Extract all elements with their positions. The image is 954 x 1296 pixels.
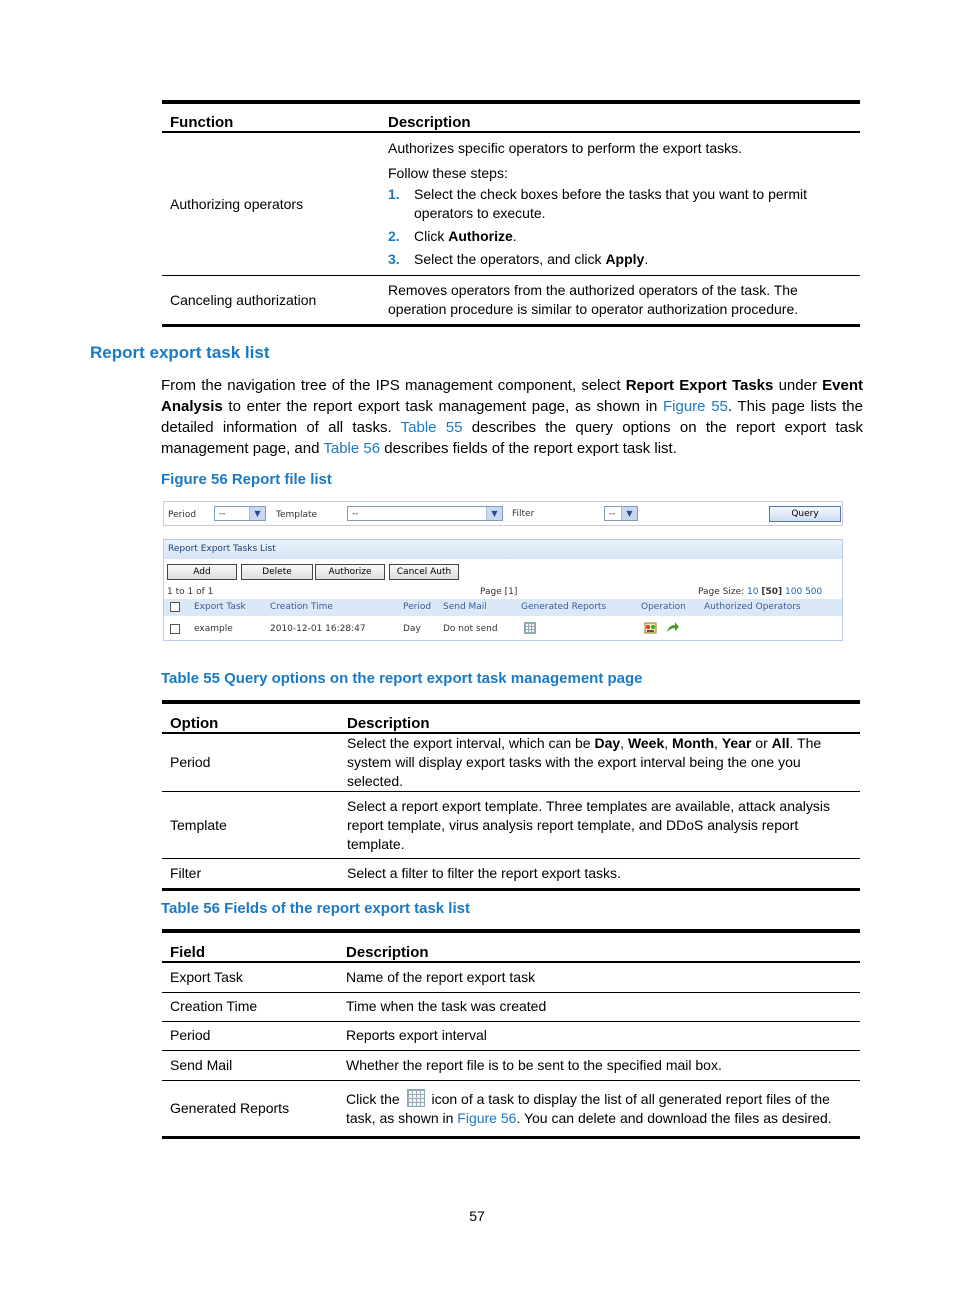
function-cell: Canceling authorization bbox=[162, 276, 380, 326]
description-cell: Click the icon of a task to display the list of all generated report files of the task, as shown in Figure 56. You can delete and download the files as desired. bbox=[338, 1080, 860, 1137]
query-options-table bbox=[162, 700, 860, 891]
option-cell: Filter bbox=[162, 859, 339, 890]
filter-select[interactable]: -- ▼ bbox=[604, 506, 638, 521]
filter-label: Filter bbox=[512, 509, 535, 519]
panel-title: Report Export Tasks List bbox=[164, 540, 842, 559]
template-label: Template bbox=[276, 510, 318, 520]
period-label: Period bbox=[168, 510, 197, 520]
table-56-link[interactable]: Table 56 bbox=[323, 440, 381, 457]
chevron-down-icon: ▼ bbox=[486, 507, 502, 520]
field-cell: Creation Time bbox=[162, 992, 338, 1021]
step-item: 2. Click Authorize. bbox=[388, 228, 517, 244]
desc-intro: Authorizes specific operators to perform the export tasks. bbox=[388, 140, 743, 156]
description-cell: Reports export interval bbox=[338, 1021, 860, 1050]
figure-caption: Figure 56 Report file list bbox=[161, 471, 332, 488]
column-header-description: Description bbox=[338, 931, 860, 962]
description-cell: Select a filter to filter the report export tasks. bbox=[339, 859, 860, 890]
pager-bar bbox=[164, 587, 842, 599]
section-heading: Report export task list bbox=[90, 343, 270, 362]
option-cell: Template bbox=[162, 792, 339, 859]
description-cell: Select the export interval, which can be Day, Week, Month, Year or All. The system will display export tasks with the export interval being the one you selected. bbox=[339, 733, 860, 792]
table-55-link[interactable]: Table 55 bbox=[400, 419, 463, 436]
query-button[interactable]: Query bbox=[769, 506, 841, 522]
page-size-500[interactable]: 500 bbox=[805, 587, 823, 597]
grid-report-icon bbox=[407, 1089, 425, 1107]
col-period[interactable]: Period bbox=[403, 602, 432, 612]
row-checkbox[interactable] bbox=[170, 624, 180, 634]
description-cell: Time when the task was created bbox=[338, 992, 860, 1021]
template-select[interactable]: -- ▼ bbox=[347, 506, 503, 521]
page-size-100[interactable]: 100 bbox=[785, 587, 803, 597]
description-cell: Name of the report export task bbox=[338, 962, 860, 992]
function-cell: Authorizing operators bbox=[162, 132, 380, 276]
step-item: 1. Select the check boxes before the tasks that you want to permit operators to execute. bbox=[388, 186, 807, 221]
record-range: 1 to 1 of 1 bbox=[167, 587, 214, 597]
description-cell bbox=[380, 132, 860, 276]
query-bar bbox=[163, 501, 843, 526]
chevron-down-icon: ▼ bbox=[249, 507, 265, 520]
page-size: Page Size: 10 [50] 100 500 bbox=[698, 587, 823, 597]
steps-list bbox=[388, 185, 852, 269]
field-cell: Period bbox=[162, 1021, 338, 1050]
add-button[interactable]: Add bbox=[167, 564, 237, 580]
export-arrow-icon[interactable] bbox=[666, 622, 680, 634]
delete-button[interactable]: Delete bbox=[241, 564, 313, 580]
col-send-mail[interactable]: Send Mail bbox=[443, 602, 487, 612]
col-authorized-operators[interactable]: Authorized Operators bbox=[704, 602, 801, 612]
col-creation-time[interactable]: Creation Time bbox=[270, 602, 333, 612]
column-header-function: Function bbox=[162, 102, 380, 132]
column-header-description: Description bbox=[380, 102, 860, 132]
col-export-task[interactable]: Export Task bbox=[194, 602, 246, 612]
field-cell: Generated Reports bbox=[162, 1080, 338, 1137]
cell-period: Day bbox=[403, 624, 421, 634]
table56-caption: Table 56 Fields of the report export task list bbox=[161, 900, 470, 917]
figure-56-link[interactable]: Figure 56 bbox=[457, 1109, 517, 1126]
fields-table bbox=[162, 929, 860, 1139]
tasks-panel bbox=[163, 539, 843, 641]
table55-caption: Table 55 Query options on the report export task management page bbox=[161, 670, 643, 687]
col-operation: Operation bbox=[641, 602, 686, 612]
table-row bbox=[164, 621, 842, 638]
field-cell: Export Task bbox=[162, 962, 338, 992]
page-indicator: Page [1] bbox=[480, 587, 518, 597]
grid-report-icon[interactable] bbox=[524, 622, 536, 634]
body-paragraph: From the navigation tree of the IPS management component, select Report Export Tasks under Event Analysis to enter the report export task management page, as shown in Figure 55. This page lists the detailed information of all tasks. Table 55 describes the query options on the report export task management page, and Table 56 describes fields of the report export task list. bbox=[161, 377, 863, 457]
select-all-checkbox[interactable] bbox=[170, 602, 180, 612]
chevron-down-icon: ▼ bbox=[621, 507, 637, 520]
cancel-auth-button[interactable]: Cancel Auth bbox=[389, 564, 459, 580]
page-size-10[interactable]: 10 bbox=[747, 587, 759, 597]
authorize-button[interactable]: Authorize bbox=[315, 564, 385, 580]
description-cell: Removes operators from the authorized operators of the task. The operation procedure is similar to operator authorization procedure. bbox=[380, 276, 860, 326]
desc-follow: Follow these steps: bbox=[388, 165, 508, 181]
period-select[interactable]: -- ▼ bbox=[214, 506, 266, 521]
operators-icon[interactable] bbox=[644, 621, 658, 635]
figure-55-link[interactable]: Figure 55 bbox=[663, 398, 728, 415]
report-tasks-screenshot bbox=[163, 501, 843, 641]
page-number: 57 bbox=[469, 1208, 485, 1224]
function-table bbox=[162, 100, 860, 327]
field-cell: Send Mail bbox=[162, 1050, 338, 1080]
page-size-50[interactable]: [50] bbox=[761, 587, 783, 597]
col-generated-reports[interactable]: Generated Reports bbox=[521, 602, 607, 612]
column-header-field: Field bbox=[162, 931, 338, 962]
cell-export-task: example bbox=[194, 624, 233, 634]
column-header-option: Option bbox=[162, 702, 339, 733]
option-cell: Period bbox=[162, 733, 339, 792]
description-cell: Select a report export template. Three templates are available, attack analysis report template, virus analysis report template, and DDoS analysis report template. bbox=[339, 792, 860, 859]
step-item: 3. Select the operators, and click Apply. bbox=[388, 251, 649, 267]
column-header-row bbox=[164, 599, 842, 616]
cell-send-mail: Do not send bbox=[443, 624, 498, 634]
column-header-description: Description bbox=[339, 702, 860, 733]
cell-creation-time: 2010-12-01 16:28:47 bbox=[270, 624, 366, 634]
description-cell: Whether the report file is to be sent to the specified mail box. bbox=[338, 1050, 860, 1080]
